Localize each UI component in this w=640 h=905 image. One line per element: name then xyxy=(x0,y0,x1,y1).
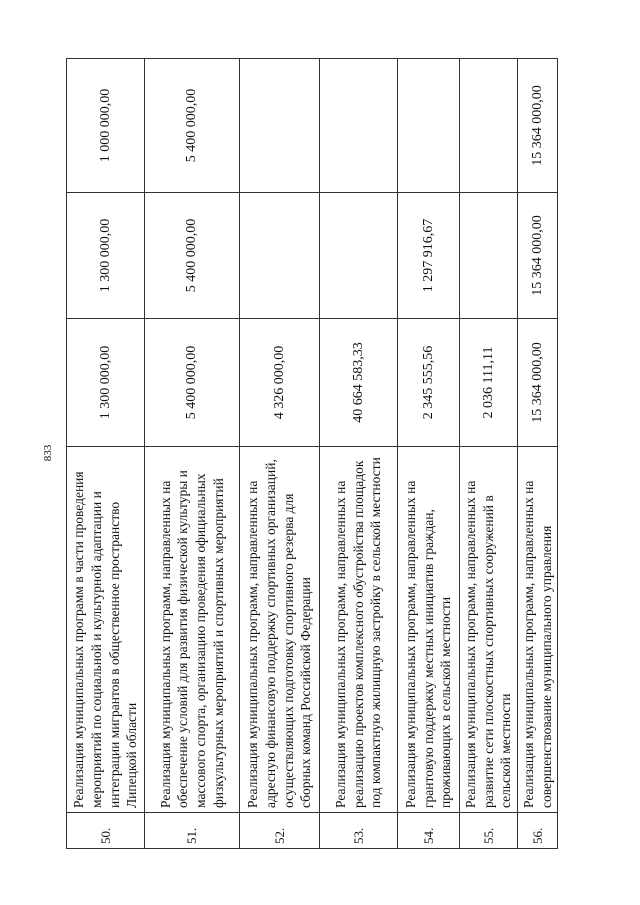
table-row xyxy=(320,59,398,849)
row-number: 54. xyxy=(398,813,460,849)
row-description: Реализация муниципальных программ, направленных на адресную финансовую поддержку спортивных организаций, осуществляющих подготовку спортивного резерва для сборных команд Российской Федерации xyxy=(240,447,320,813)
table-row xyxy=(67,59,145,849)
row-description: Реализация муниципальных программ в части проведения мероприятий по социальной и культурной адаптации и интеграции мигрантов в общественное пространство Липецкой области xyxy=(67,447,145,813)
value-col-3 xyxy=(398,59,460,193)
row-description: Реализация муниципальных программ, направленных на развитие сети плоскостных спортивных сооружений в сельской местности xyxy=(460,447,518,813)
page-number: 833 xyxy=(42,444,54,462)
row-description: Реализация муниципальных программ, направленных на обеспечение условий для развития физической культуры и массового спорта, организацию проведения официальных физкультурных мероприятий и спортивных мероприятий xyxy=(145,447,240,813)
value-col-1: 2 036 111,11 xyxy=(460,319,518,447)
value-col-1: 5 400 000,00 xyxy=(145,319,240,447)
row-number: 53. xyxy=(320,813,398,849)
table-row xyxy=(240,59,320,849)
rotated-table-container xyxy=(66,59,554,849)
row-description: Реализация муниципальных программ, направленных на реализацию проектов комплексного обустройства площадок под компактную жилищную застройку в сельской местности xyxy=(320,447,398,813)
value-col-3 xyxy=(460,59,518,193)
value-col-1: 2 345 555,56 xyxy=(398,319,460,447)
value-col-2 xyxy=(240,193,320,319)
value-col-2: 1 297 916,67 xyxy=(398,193,460,319)
row-number: 56. xyxy=(518,813,558,849)
value-col-1: 1 300 000,00 xyxy=(67,319,145,447)
row-number: 50. xyxy=(67,813,145,849)
value-col-2: 1 300 000,00 xyxy=(67,193,145,319)
table-row xyxy=(518,59,558,849)
row-description: Реализация муниципальных программ, направленных на грантовую поддержку местных инициатив граждан, проживающих в сельской местности xyxy=(398,447,460,813)
row-description: Реализация муниципальных программ, направленных на совершенствование муниципального управления xyxy=(518,447,558,813)
value-col-1: 15 364 000,00 xyxy=(518,319,558,447)
value-col-3: 15 364 000,00 xyxy=(518,59,558,193)
table-row xyxy=(460,59,518,849)
row-number: 55. xyxy=(460,813,518,849)
value-col-1: 4 326 000,00 xyxy=(240,319,320,447)
value-col-2: 5 400 000,00 xyxy=(145,193,240,319)
table-row xyxy=(398,59,460,849)
value-col-2: 15 364 000,00 xyxy=(518,193,558,319)
value-col-2 xyxy=(320,193,398,319)
value-col-3 xyxy=(240,59,320,193)
value-col-2 xyxy=(460,193,518,319)
budget-table xyxy=(66,58,558,849)
value-col-3: 5 400 000,00 xyxy=(145,59,240,193)
value-col-1: 40 664 583,33 xyxy=(320,319,398,447)
row-number: 52. xyxy=(240,813,320,849)
value-col-3: 1 000 000,00 xyxy=(67,59,145,193)
value-col-3 xyxy=(320,59,398,193)
table-row xyxy=(145,59,240,849)
row-number: 51. xyxy=(145,813,240,849)
